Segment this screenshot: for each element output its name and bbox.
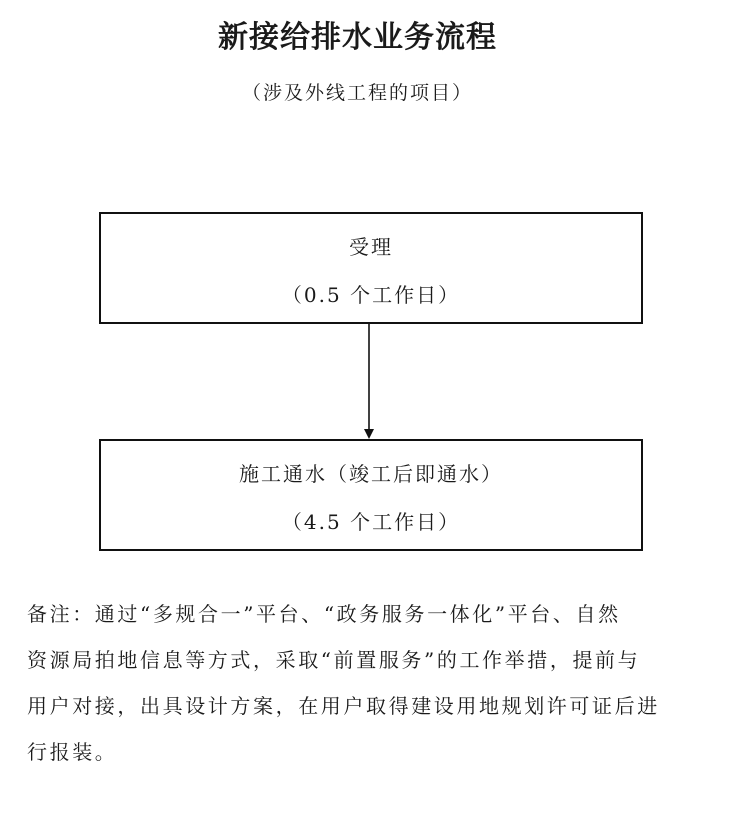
step-box-construction (99, 439, 643, 551)
note-line: 备注：通过“多规合一”平台、“政务服务一体化”平台、自然 (27, 602, 621, 626)
step-name: 施工通水（竣工后即通水） (239, 462, 503, 486)
diagram-title: 新接给排水业务流程 (218, 20, 497, 55)
step-duration: （0.5 个工作日） (281, 283, 461, 307)
flow-arrow-head (364, 429, 374, 439)
note-line: 用户对接，出具设计方案，在用户取得建设用地规划许可证后进 (27, 694, 660, 718)
diagram-subtitle: （涉及外线工程的项目） (241, 82, 473, 104)
note-paragraph (27, 591, 697, 775)
step-duration: （4.5 个工作日） (281, 510, 461, 534)
note-line: 资源局拍地信息等方式，采取“前置服务”的工作举措，提前与 (27, 648, 641, 672)
note-line: 行报装。 (27, 740, 118, 764)
step-name: 受理 (349, 235, 393, 259)
